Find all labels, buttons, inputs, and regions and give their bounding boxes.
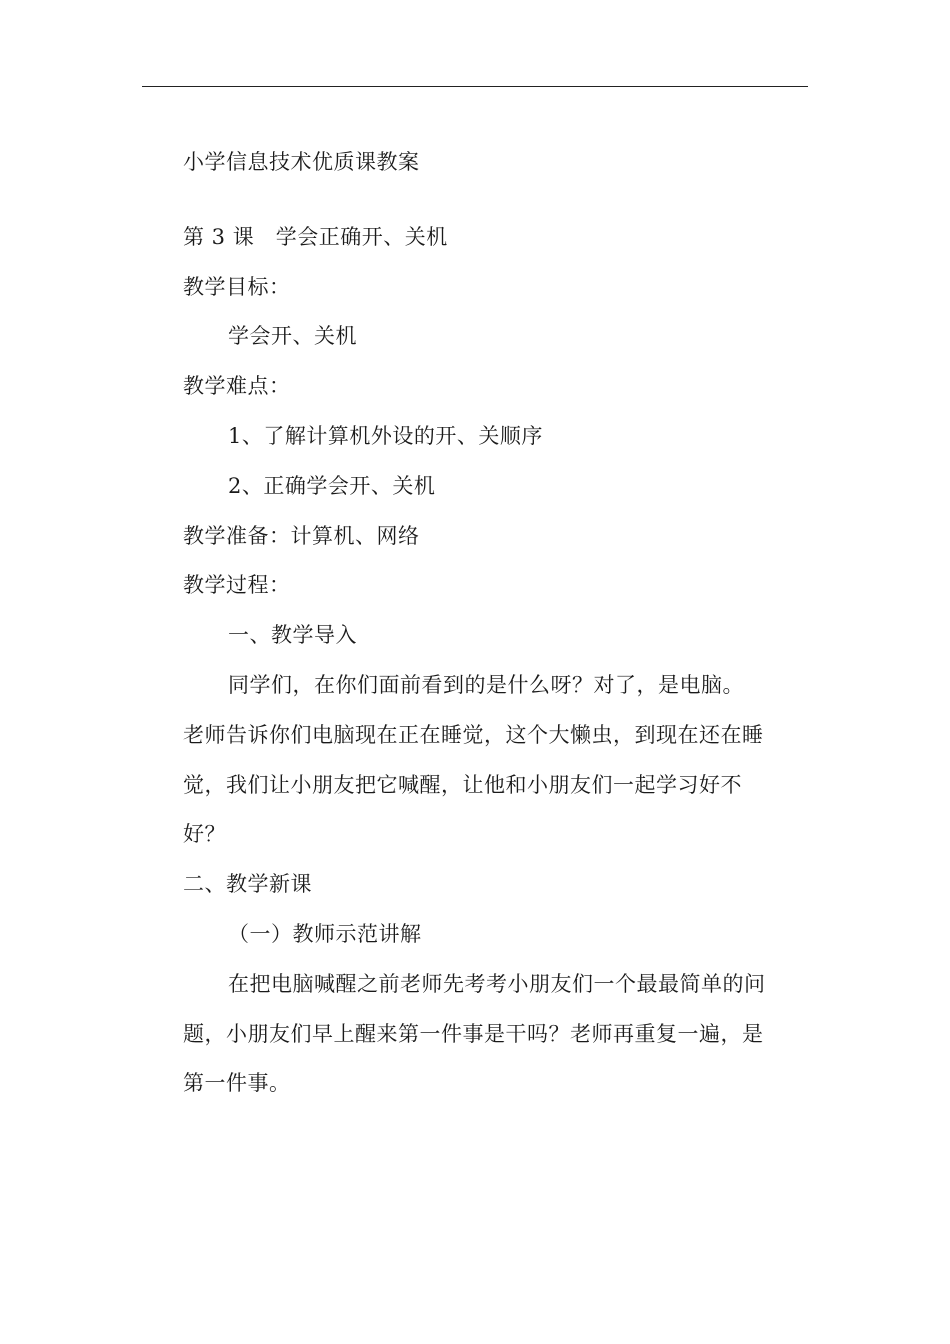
intro-paragraph-line: 觉，我们让小朋友把它喊醒，让他和小朋友们一起学习好不 [183,773,742,797]
subsection-heading: （一）教师示范讲解 [228,922,422,946]
intro-paragraph-line: 老师告诉你们电脑现在正在睡觉，这个大懒虫，到现在还在睡 [183,723,764,747]
objective-heading: 教学目标： [183,275,291,299]
demo-paragraph-line: 第一件事。 [183,1071,291,1095]
intro-paragraph-line: 好？ [183,822,226,846]
demo-paragraph-line: 在把电脑喊醒之前老师先考考小朋友们一个最最简单的问 [228,972,766,996]
intro-paragraph-line: 同学们，在你们面前看到的是什么呀？对了，是电脑。 [228,673,744,697]
difficulty-item: 2、正确学会开、关机 [228,474,436,498]
section-heading-new-lesson: 二、教学新课 [183,872,312,896]
objective-item: 学会开、关机 [228,324,357,348]
section-heading-intro: 一、教学导入 [228,623,357,647]
demo-paragraph-line: 题，小朋友们早上醒来第一件事是干吗？老师再重复一遍，是 [183,1022,764,1046]
preparation-line: 教学准备：计算机、网络 [183,524,420,548]
difficulty-heading: 教学难点： [183,374,291,398]
process-heading: 教学过程： [183,573,291,597]
document-title: 小学信息技术优质课教案 [183,150,420,174]
difficulty-item: 1、了解计算机外设的开、关顺序 [228,424,543,448]
lesson-title: 第 3 课 学会正确开、关机 [183,225,448,249]
header-rule [142,86,808,87]
